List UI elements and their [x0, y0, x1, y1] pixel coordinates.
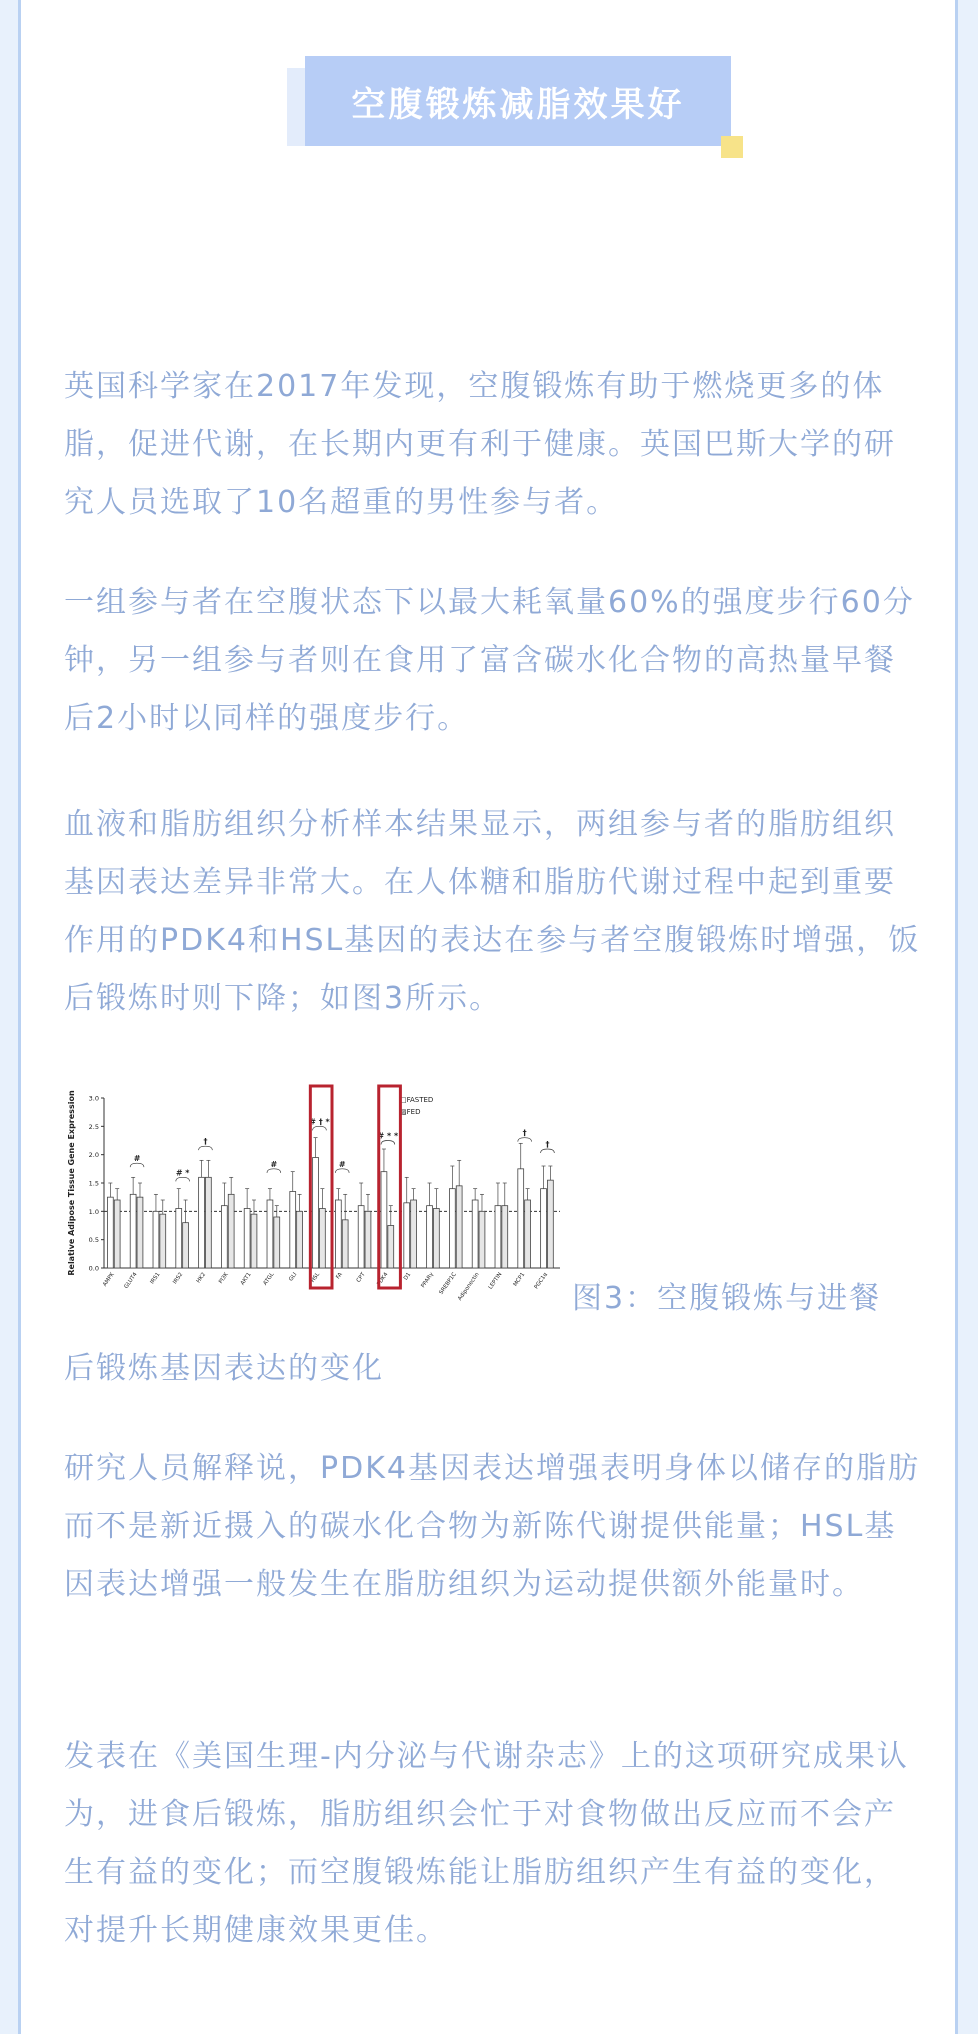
significance-marker: #	[338, 1159, 346, 1169]
bar-fasted	[290, 1192, 296, 1269]
x-tick-label: IRS1	[149, 1271, 162, 1286]
significance-bracket	[381, 1141, 395, 1145]
bar-fasted	[449, 1189, 455, 1268]
bar-fed	[297, 1211, 303, 1268]
bar-fed	[160, 1214, 166, 1268]
bar-fed	[137, 1197, 143, 1268]
bar-fed	[479, 1211, 485, 1268]
x-tick-label: Adiponectin	[457, 1271, 481, 1302]
title-accent-square	[721, 136, 743, 158]
x-tick-label: PPARγ	[420, 1271, 436, 1290]
significance-bracket	[267, 1169, 281, 1173]
bar-fasted	[541, 1189, 547, 1268]
gene-expression-chart	[64, 1080, 576, 1316]
paragraph-3: 血液和脂肪组织分析样本结果显示，两组参与者的脂肪组织基因表达差异非常大。在人体糖和脂肪代谢过程中起到重要作用的PDK4和HSL基因的表达在参与者空腹锻炼时增强，饭后锻炼时则下降；如图3所示。	[64, 807, 921, 1016]
y-tick-label: 3.0	[88, 1094, 99, 1103]
bar-fasted	[404, 1203, 410, 1268]
bar-fed	[411, 1200, 417, 1268]
x-tick-label: AKT1	[239, 1271, 253, 1287]
paragraph-1: 英国科学家在2017年发现，空腹锻炼有助于燃烧更多的体脂，促进代谢，在长期内更有利于健康。英国巴斯大学的研究人员选取了10名超重的男性参与者。	[64, 369, 896, 520]
significance-marker: # *	[175, 1168, 190, 1178]
x-tick-label: GLI	[288, 1271, 299, 1283]
x-tick-label: PI3K	[218, 1271, 230, 1286]
bar-fasted	[381, 1172, 387, 1268]
x-tick-label: GLUT4	[123, 1271, 139, 1290]
bar-fasted	[130, 1194, 136, 1268]
significance-bracket	[313, 1126, 327, 1130]
bar-fed	[114, 1200, 120, 1268]
bar-fed	[342, 1220, 348, 1268]
figure-caption-line2: 后锻炼基因表达的变化	[64, 1351, 384, 1386]
x-tick-label: SREBP1C	[438, 1271, 458, 1296]
bar-fasted	[427, 1206, 433, 1268]
paragraph-5: 发表在《美国生理-内分泌与代谢杂志》上的这项研究成果认为，进食后锻炼，脂肪组织会忙于对食物做出反应而不会产生有益的变化；而空腹锻炼能让脂肪组织产生有益的变化，对提升长期健康效果更佳。	[64, 1739, 909, 1948]
legend-fasted: □FASTED	[400, 1096, 434, 1104]
x-tick-label: FA	[335, 1271, 344, 1281]
x-tick-label: HSL	[310, 1271, 322, 1284]
bar-fasted	[176, 1209, 182, 1269]
y-tick-label: 2.5	[88, 1122, 99, 1131]
bar-fed	[251, 1214, 257, 1268]
bar-fed	[388, 1226, 394, 1269]
title-banner	[269, 50, 749, 160]
bar-fed	[319, 1209, 325, 1269]
bar-fed	[502, 1206, 508, 1268]
significance-marker: # * *	[377, 1131, 399, 1141]
significance-marker: †	[545, 1140, 550, 1149]
significance-marker: #	[133, 1154, 141, 1164]
x-tick-label: ATGL	[262, 1271, 276, 1287]
bar-fasted	[335, 1200, 341, 1268]
significance-marker: #	[270, 1159, 278, 1169]
bar-fasted	[518, 1169, 524, 1268]
bar-fasted	[199, 1177, 205, 1268]
significance-marker: †	[522, 1128, 527, 1138]
y-tick-label: 0.5	[88, 1236, 99, 1245]
bar-fed	[205, 1177, 211, 1268]
y-tick-label: 2.0	[88, 1151, 99, 1160]
x-tick-label: PGC1α	[533, 1271, 550, 1291]
y-tick-label: 0.0	[88, 1264, 99, 1273]
y-tick-label: 1.0	[88, 1207, 99, 1216]
significance-marker: # † *	[309, 1117, 330, 1127]
significance-bracket	[130, 1163, 144, 1167]
paragraph-2: 一组参与者在空腹状态下以最大耗氧量60%的强度步行60分钟，另一组参与者则在食用了富含碳水化合物的高热量早餐后2小时以同样的强度步行。	[64, 585, 915, 736]
x-tick-label: AMPK	[102, 1271, 116, 1288]
bar-fasted	[472, 1200, 478, 1268]
x-tick-label: D1	[402, 1271, 413, 1282]
significance-bracket	[518, 1138, 532, 1142]
bar-fasted	[221, 1206, 227, 1268]
figure-caption-line1: 图3：空腹锻炼与进餐	[572, 1281, 882, 1316]
bar-fed	[365, 1211, 371, 1268]
bar-fed	[228, 1194, 234, 1268]
bar-fed	[456, 1186, 462, 1268]
x-tick-label: HK2	[195, 1271, 208, 1285]
significance-bracket	[335, 1169, 349, 1173]
legend-fed: ▨FED	[400, 1108, 421, 1116]
y-tick-label: 1.5	[88, 1179, 99, 1188]
bar-fasted	[153, 1211, 159, 1268]
bar-fasted	[358, 1206, 364, 1268]
y-axis-label: Relative Adipose Tissue Gene Expression	[67, 1090, 76, 1276]
x-tick-label: CPT	[355, 1271, 367, 1284]
bar-fed	[547, 1180, 553, 1268]
x-tick-label: PDK4	[376, 1271, 390, 1288]
bar-fasted	[244, 1209, 250, 1269]
x-tick-label: IRS2	[172, 1271, 185, 1286]
bar-fasted	[495, 1206, 501, 1268]
significance-bracket	[199, 1146, 213, 1150]
significance-marker: †	[203, 1137, 208, 1147]
bar-fasted	[267, 1200, 273, 1268]
x-tick-label: MCP1	[512, 1271, 527, 1288]
bar-fed	[433, 1209, 439, 1269]
bar-fasted	[107, 1197, 113, 1268]
chart-svg	[64, 1080, 576, 1316]
x-tick-label: LEPTIN	[487, 1271, 504, 1291]
significance-bracket	[541, 1149, 555, 1153]
bar-fed	[525, 1200, 531, 1268]
significance-bracket	[176, 1177, 190, 1181]
bar-fed	[274, 1217, 280, 1268]
bar-fed	[183, 1223, 189, 1268]
bar-fasted	[313, 1158, 319, 1269]
page-title: 空腹锻炼减脂效果好	[305, 56, 731, 146]
paragraph-4: 研究人员解释说，PDK4基因表达增强表明身体以储存的脂肪而不是新近摄入的碳水化合物为新陈代谢提供能量；HSL基因表达增强一般发生在脂肪组织为运动提供额外能量时。	[64, 1451, 920, 1602]
